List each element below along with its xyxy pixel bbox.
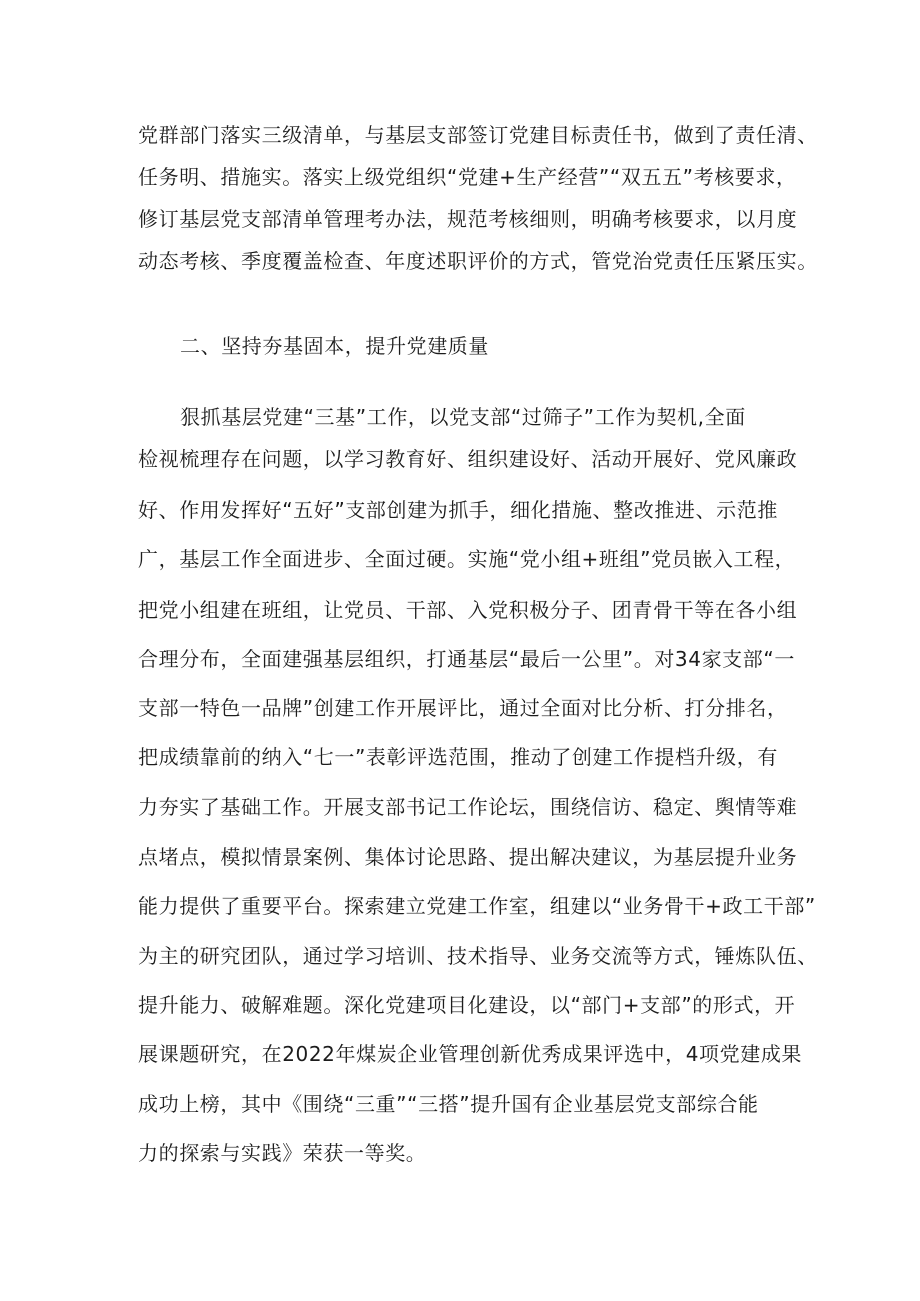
paragraph-2-line-15: 成功上榜，其中《围绕“三重”“三搭”提升国有企业基层党支部综合能	[138, 1092, 759, 1116]
paragraph-2-line-10: 点堵点，模拟情景案例、集体讨论思路、提出解决建议，为基层提升业务	[138, 845, 798, 869]
paragraph-2-line-2: 检视梳理存在问题，以学习教育好、组织建设好、活动开展好、党风廉政	[138, 447, 798, 471]
paragraph-2-line-4: 广，基层工作全面进步、全面过硬。实施“党小组+班组”党员嵌入工程，	[138, 547, 796, 571]
paragraph-2-line-5: 把党小组建在班组，让党员、干部、入党积极分子、团青骨干等在各小组	[138, 598, 798, 622]
paragraph-1-line-2: 任务明、措施实。落实上级党组织“党建+生产经营”“双五五”考核要求，	[138, 165, 797, 189]
paragraph-2-line-11: 能力提供了重要平台。探索建立党建工作室，组建以“业务骨干+政工干部”	[138, 894, 816, 918]
paragraph-2-line-3: 好、作用发挥好“五好”支部创建为抓手，细化措施、整改推进、示范推	[138, 498, 778, 522]
paragraph-2-line-6: 合理分布，全面建强基层组织，打通基层“最后一公里”。对34家支部“一	[138, 647, 795, 671]
paragraph-1-line-3: 修订基层党支部清单管理考办法，规范考核细则，明确考核要求，以月度	[138, 207, 798, 231]
paragraph-2-line-9: 力夯实了基础工作。开展支部书记工作论坛，围绕信访、稳定、舆情等难	[138, 795, 798, 819]
section-heading: 二、坚持夯基固本，提升党建质量	[180, 334, 489, 358]
paragraph-2-line-12: 为主的研究团队，通过学习培训、技术指导、业务交流等方式，锤炼队伍、	[138, 944, 818, 968]
paragraph-2-line-13: 提升能力、破解难题。深化党建项目化建设，以“部门+支部”的形式，开	[138, 993, 796, 1017]
paragraph-2-line-1: 狠抓基层党建“三基”工作，以党支部“过筛子”工作为契机,全面	[180, 405, 746, 429]
paragraph-2-line-8: 把成绩靠前的纳入“七一”表彰评选范围，推动了创建工作提档升级，有	[138, 745, 778, 769]
paragraph-1-line-1: 党群部门落实三级清单，与基层支部签订党建目标责任书，做到了责任清、	[138, 123, 818, 147]
paragraph-2-line-14: 展课题研究，在2022年煤炭企业管理创新优秀成果评选中，4项党建成果	[138, 1042, 803, 1066]
paragraph-2-line-7: 支部一特色一品牌”创建工作开展评比，通过全面对比分析、打分排名，	[138, 696, 788, 720]
paragraph-1-line-4: 动态考核、季度覆盖检查、年度述职评价的方式，管党治党责任压紧压实。	[138, 249, 818, 273]
paragraph-2-line-16: 力的探索与实践》荣获一等奖。	[138, 1141, 427, 1165]
